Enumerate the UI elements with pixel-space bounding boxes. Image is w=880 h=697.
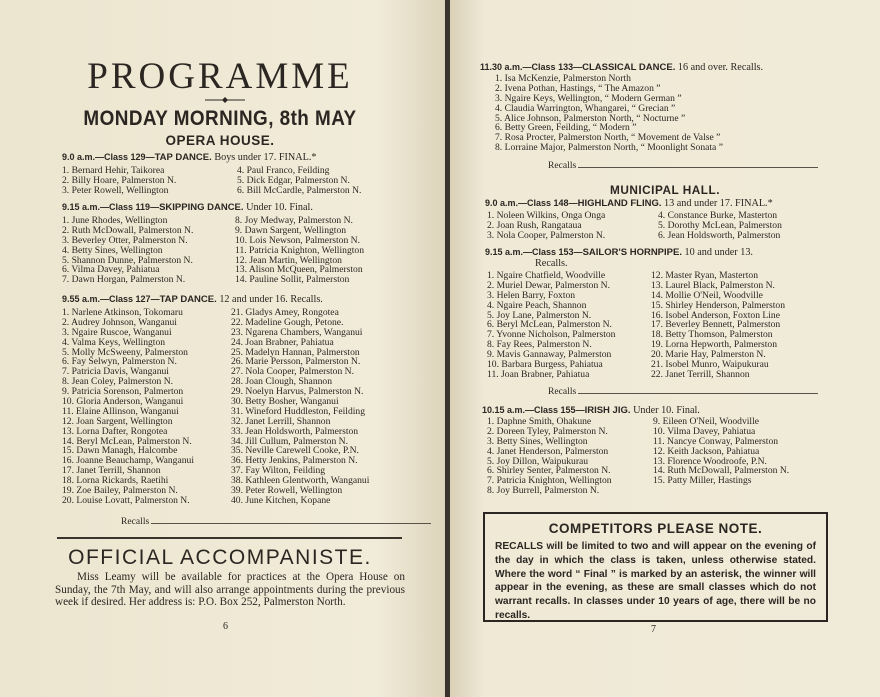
entry: 9. Patricia Sorenson, Palmerton	[62, 386, 184, 398]
entry: 22. Madeline Gough, Petone.	[231, 316, 344, 328]
dance-name: IRISH JIG.	[584, 405, 631, 416]
venue-title: OPERA HOUSE.	[165, 133, 275, 148]
class-details: 12 and under 16. Recalls.	[219, 294, 323, 305]
entry: 25. Madelyn Hannan, Palmerston	[231, 346, 360, 358]
entry: 3. Nola Cooper, Palmerston N.	[487, 229, 606, 241]
class-details: Boys under 17. FINAL.*	[214, 152, 317, 163]
entry: 12. Jean Martin, Wellington	[235, 254, 342, 266]
entry: 10. Lois Newson, Palmerston N.	[235, 234, 360, 246]
entries-column	[62, 216, 193, 285]
entry: 8. Jean Coley, Palmerston N.	[62, 376, 174, 388]
entry: 5. Molly McSweeny, Palmerston	[62, 346, 188, 358]
recalls-line	[121, 516, 431, 527]
entry: 31. Wineford Huddleston, Feilding	[231, 405, 366, 417]
entries-column	[495, 74, 723, 153]
entry: 3. Beverley Otter, Palmerston N.	[62, 234, 188, 246]
entry: 8. Joy Burrell, Palmerston N.	[487, 485, 600, 497]
entry: 38. Kathleen Glentworth, Wanganui	[231, 475, 370, 487]
ornament-divider	[205, 97, 245, 103]
entry: 17. Beverley Bennett, Palmerston	[651, 319, 781, 331]
class-number: —Class 155—	[525, 405, 585, 415]
entry: 5. Dick Edgar, Palmerston N.	[237, 174, 350, 186]
entry: 16. Isobel Anderson, Foxton Line	[651, 309, 780, 321]
entry: 23. Ngarena Chambers, Wanganui	[231, 326, 363, 338]
entry: 6. Shirley Senter, Palmerston N.	[487, 465, 611, 477]
dance-name: TAP DANCE.	[154, 152, 212, 163]
entry: 3. Ngaire Ruscoe, Wanganui	[62, 326, 172, 338]
class-details: 16 and over. Recalls.	[677, 62, 764, 73]
entries-column	[62, 308, 194, 506]
recalls-label: Recalls	[548, 160, 577, 171]
entry: 7. Yvonne Nicholson, Palmerston	[487, 329, 616, 341]
entry: 12. Joan Sargent, Wellington	[62, 415, 173, 427]
class-details: 10 and under 13.	[684, 247, 753, 258]
entry: 16. Joanne Beauchamp, Wanganui	[62, 455, 194, 467]
entry: 27. Nola Cooper, Palmerston N.	[231, 366, 354, 378]
entry: 6. Bill McCardle, Palmerston N.	[237, 184, 362, 196]
entry: 18. Lorna Rickards, Raetihi	[62, 475, 169, 487]
entry: 1. Ngaire Chatfield, Woodville	[487, 270, 606, 281]
class-time: 9.0 a.m.	[485, 198, 519, 208]
entry: 22. Janet Terrill, Shannon	[651, 368, 750, 380]
entry: 5. Shannon Dunne, Palmerston N.	[62, 254, 193, 266]
class-details: Under 10. Final.	[633, 405, 700, 416]
entry: 14. Pauline Sollit, Palmerston	[235, 274, 350, 286]
entry: 6. Jean Holdsworth, Palmerston	[658, 229, 781, 241]
entry: 21. Gladys Amey, Rongotea	[231, 307, 339, 318]
entry: 1. Daphne Smith, Ohakune	[487, 416, 592, 427]
notice-title: COMPETITORS PLEASE NOTE.	[548, 521, 763, 536]
entry: 8. Fay Rees, Palmerston N.	[487, 339, 592, 351]
recalls-label: Recalls	[121, 516, 150, 527]
recalls-blank	[151, 518, 431, 524]
entries-column	[487, 271, 615, 380]
entry: 15. Shirley Henderson, Palmerston	[651, 299, 786, 311]
entry: 7. Patricia Knighton, Wellington	[487, 475, 612, 487]
entries-column	[487, 211, 605, 241]
entry: 12. Keith Jackson, Pahiatua	[653, 445, 760, 457]
entry: 21. Isobel Munro, Waipukurau	[651, 359, 769, 371]
dance-name: TAP DANCE.	[159, 294, 217, 305]
class-number: —Class 127—	[100, 294, 160, 304]
entry: 19. Zoe Bailey, Palmerston N.	[62, 485, 178, 497]
entry: 3. Betty Sines, Wellington	[487, 435, 588, 447]
entry: 2. Billy Hoare, Palmerston N.	[62, 174, 177, 186]
entry: 34. Jill Cullum, Palmerston N.	[231, 435, 348, 447]
entry: 13. Lorna Dafter, Rongotea	[62, 425, 168, 437]
class-time: 9.15 a.m.	[62, 202, 101, 212]
recalls-label: Recalls	[548, 386, 577, 397]
entries-column	[235, 216, 364, 285]
entry: 2. Muriel Dewar, Palmerston N.	[487, 279, 610, 291]
entry: 8. Joy Medway, Palmerston N.	[235, 215, 353, 226]
class-heading	[482, 405, 700, 416]
entry: 40. June Kitchen, Kopane	[231, 494, 331, 506]
notice-text: RECALLS will be limited to two and will appear on the evening of the day in which the class is taken, unless otherwise stated. Where the word “ Final ” is marked by an asterisk, the winner will appear in the evening, as these are small classes which do not warrant recalls. In classes under 10 years of age, there will be no recalls.	[495, 541, 816, 621]
entry: 15. Patty Miller, Hastings	[653, 475, 752, 487]
class-time: 11.30 a.m.	[480, 62, 523, 72]
page-number: 6	[223, 621, 228, 632]
day-title: MONDAY MORNING, 8th MAY	[83, 107, 357, 130]
hall-title: MUNICIPAL HALL.	[610, 183, 720, 197]
accompaniste-text: Miss Leamy will be available for practices at the Opera House on Sunday, the 7th May, and will also arrange appointments during the previous week if desired. Her address is: P.O. Box 252, Palmerston North.	[55, 571, 405, 608]
entry: 13. Alison McQueen, Palmerston	[235, 264, 363, 276]
entries-column	[653, 417, 789, 486]
entry: 2. Ruth McDowall, Palmerston N.	[62, 224, 194, 236]
entries-column	[651, 271, 785, 380]
entry: 35. Neville Carewell Cooke, P.N.	[231, 445, 359, 457]
dance-name: SKIPPING DANCE.	[159, 202, 244, 213]
entry: 1. Bernard Hehir, Taikorea	[62, 165, 165, 176]
entry: 4. Paul Franco, Feilding	[237, 165, 330, 176]
entries-column	[237, 166, 361, 196]
class-number: —Class 129—	[95, 152, 155, 162]
dance-name: CLASSICAL DANCE.	[582, 62, 676, 73]
entry: 10. Barbara Burgess, Pahiatua	[487, 359, 603, 371]
class-heading	[480, 62, 763, 73]
entries-column	[231, 308, 369, 506]
entry: 14. Beryl McLean, Palmerston N.	[62, 435, 192, 447]
entry: 37. Fay Wilton, Feilding	[231, 465, 326, 477]
recalls-blank	[578, 388, 818, 394]
class-number: —Class 119—	[100, 202, 160, 212]
entry: 3. Ngaire Keys, Wellington, “ Modern German ”	[495, 92, 682, 104]
class-time: 10.15 a.m.	[482, 405, 526, 415]
class-details: 13 and under 17. FINAL.*	[664, 198, 773, 209]
entry: 4. Betty Sines, Wellington	[62, 244, 163, 256]
class-number: —Class 153—	[523, 247, 583, 257]
entry: 3. Helen Barry, Foxton	[487, 289, 576, 301]
entry: 3. Peter Rowell, Wellington	[62, 184, 169, 196]
entry: 10. Vilma Davey, Pahiatua	[653, 425, 756, 437]
entry: 1. June Rhodes, Wellington	[62, 215, 168, 226]
entry: 1. Isa McKenzie, Palmerston North	[495, 73, 631, 84]
class-details-2: Recalls.	[535, 258, 568, 269]
entry: 24. Joan Brabner, Pahiatua	[231, 336, 334, 348]
competitors-notice-box	[483, 512, 828, 622]
entry: 4. Valma Keys, Wellington	[62, 336, 166, 348]
entry: 20. Louise Lovatt, Palmerston N.	[62, 494, 190, 506]
entry: 4. Janet Henderson, Palmerston	[487, 445, 609, 457]
entries-column	[487, 417, 612, 496]
entry: 12. Master Ryan, Masterton	[651, 270, 758, 281]
entries-column	[658, 211, 782, 241]
entry: 6. Vilma Davey, Pahiatua	[62, 264, 160, 276]
entry: 17. Janet Terrill, Shannon	[62, 465, 161, 477]
entry: 32. Janet Lerrill, Shannon	[231, 415, 331, 427]
class-heading	[62, 152, 316, 163]
entry: 4. Constance Burke, Masterton	[658, 210, 778, 221]
entry: 5. Alice Johnson, Palmerston North, “ Nocturne ”	[495, 112, 686, 124]
entry: 1. Noleen Wilkins, Onga Onga	[487, 210, 606, 221]
entry: 15. Dawn Managh, Halcombe	[62, 445, 178, 457]
entry: 11. Patricia Knighton, Wellington	[235, 244, 364, 256]
entry: 2. Ivena Pothan, Hastings, “ The Amazon ”	[495, 82, 661, 94]
class-details: Under 10. Final.	[246, 202, 313, 213]
entries-column	[62, 166, 176, 196]
dance-name: SAILOR'S HORNPIPE.	[582, 247, 682, 258]
entry: 2. Audrey Johnson, Wanganui	[62, 316, 177, 328]
entry: 9. Mavis Gannaway, Palmerston	[487, 349, 612, 361]
recalls-blank	[578, 162, 818, 168]
entry: 30. Betty Bosher, Wanganui	[231, 396, 339, 408]
entry: 11. Joan Brabner, Pahiatua	[487, 368, 590, 380]
page-number: 7	[651, 624, 656, 635]
entry: 6. Betty Green, Feilding, “ Modern ”	[495, 122, 637, 134]
entry: 36. Hetty Jenkins, Palmerston N.	[231, 455, 358, 467]
entry: 9. Dawn Sargent, Wellington	[235, 224, 347, 236]
entry: 8. Lorraine Major, Palmerston North, “ Moonlight Sonata ”	[495, 142, 723, 154]
class-time: 9.15 a.m.	[485, 247, 524, 257]
entry: 20. Marie Hay, Palmerston N.	[651, 349, 766, 361]
entry: 6. Beryl McLean, Palmerston N.	[487, 319, 612, 331]
entry: 11. Nancye Conway, Palmerston	[653, 435, 779, 447]
entry: 7. Patricia Davis, Wanganui	[62, 366, 169, 378]
entry: 2. Joan Rush, Rangataua	[487, 219, 582, 231]
entry: 9. Eileen O'Neil, Woodville	[653, 416, 760, 427]
entry: 13. Florence Woodroofe, P.N.	[653, 455, 767, 467]
class-heading	[485, 247, 753, 258]
entry: 28. Joan Clough, Shannon	[231, 376, 333, 388]
entry: 33. Jean Holdsworth, Palmerston	[231, 425, 359, 437]
entry: 5. Joy Dillon, Waipukurau	[487, 455, 589, 467]
entry: 4. Ngaire Peach, Shannon	[487, 299, 587, 311]
dance-name: HIGHLAND FLING.	[577, 198, 662, 209]
entry: 14. Mollie O'Neil, Woodville	[651, 289, 763, 301]
entry: 14. Ruth McDowall, Palmerston N.	[653, 465, 790, 477]
entry: 13. Laurel Black, Palmerston N.	[651, 279, 775, 291]
entry: 2. Doreen Tyley, Palmerston N.	[487, 425, 608, 437]
recalls-line	[548, 160, 818, 171]
class-time: 9.0 a.m.	[62, 152, 96, 162]
divider-rule	[57, 537, 402, 539]
entry: 10. Gloria Anderson, Wanganui	[62, 396, 184, 408]
entry: 26. Marie Persson, Palmerston N.	[231, 356, 361, 368]
entry: 1. Narlene Atkinson, Tokomaru	[62, 307, 183, 318]
entry: 11. Elaine Allinson, Wanganui	[62, 405, 179, 417]
entry: 4. Claudia Warrington, Whangarei, “ Grecian ”	[495, 102, 676, 114]
entry: 7. Rosa Procter, Palmerston North, “ Movement de Valse ”	[495, 132, 721, 144]
entry: 18. Betty Thomson, Palmerston	[651, 329, 773, 341]
entry: 39. Peter Rowell, Wellington	[231, 485, 343, 497]
class-heading	[62, 202, 313, 213]
class-number: —Class 133—	[522, 62, 583, 72]
class-heading	[62, 294, 323, 305]
entry: 6. Fay Selwyn, Palmerston N.	[62, 356, 177, 368]
accompaniste-title: OFFICIAL ACCOMPANISTE.	[68, 546, 372, 569]
programme-title: PROGRAMME	[87, 56, 353, 97]
entry: 5. Dorothy McLean, Palmerston	[658, 219, 782, 231]
entry: 19. Lorna Hepworth, Palmerston	[651, 339, 778, 351]
class-heading	[485, 198, 773, 209]
class-number: —Class 148—	[518, 198, 578, 208]
entry: 5. Joy Lane, Palmerston N.	[487, 309, 592, 321]
recalls-line	[548, 386, 818, 397]
class-time: 9.55 a.m.	[62, 294, 101, 304]
entry: 7. Dawn Horgan, Palmerston N.	[62, 274, 186, 286]
entry: 29. Noelyn Harvus, Palmerston N.	[231, 386, 364, 398]
